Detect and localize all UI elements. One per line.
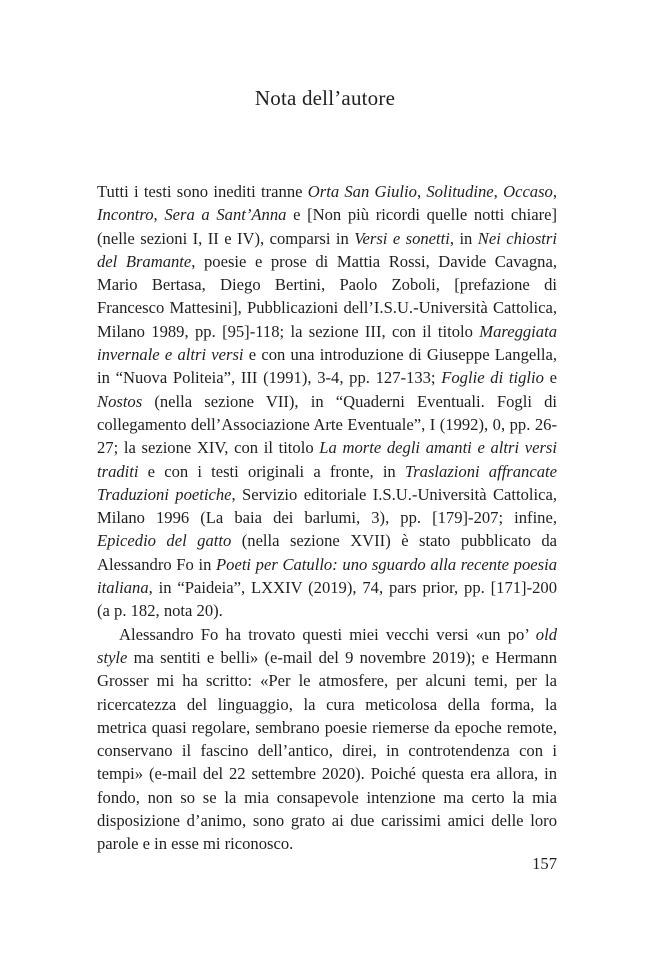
text-run: e [Non più ricordi quelle notti chiare] (nelle sezioni I, II e IV), comparsi in (97, 205, 557, 248)
italic-text-run: Orta San Giulio (307, 182, 417, 201)
page-title: Nota dell’autore (254, 86, 396, 110)
text-run: , in “Paideia”, LXXIV (2019), 74, pars prior, pp. [171]-200 (a p. 182, nota 20). (97, 578, 557, 621)
italic-text-run: Traslazioni affrancate Traduzioni poetiche (97, 461, 557, 504)
body-text (97, 180, 557, 856)
text-run: ma sentiti e belli» (e-mail del 9 novembre 2019); e Hermann Grosser mi ha scritto: «Per le atmosfere, per alcuni temi, per la ricercatezza del linguaggio, la cura meticolosa della forma, la metrica quasi regolare, sembrano poesie riemerse da epoche remote, conservano il fascino dell’antico, direi, in controtendenza con i tempi» (e-mail del 22 settembre 2020). Poiché questa era allora, in fondo, non so se la mia consapevole intenzione ma certo la mia disposizione d’animo, sono grato ai due carissimi amici delle loro parole e in esse mi riconosco. (97, 647, 557, 854)
italic-text-run: Incontro (97, 205, 154, 225)
paragraph (97, 180, 557, 623)
text-run: e con una introduzione di Giuseppe Langella, in “Nuova Politeia”, III (1991), 3-4, pp. 127-133; (97, 345, 557, 388)
italic-text-run: Sera a Sant’Anna (164, 205, 287, 225)
text-run: Tutti i testi sono inediti tranne (97, 182, 308, 201)
italic-text-run: Solitudine (426, 182, 494, 201)
italic-text-run: Occaso (503, 182, 553, 201)
page-number: 157 (532, 854, 557, 873)
italic-text-run: La morte degli amanti e altri versi traditi (97, 438, 557, 481)
italic-text-run: old style (97, 624, 557, 667)
text-run: , (552, 182, 558, 201)
text-run: e con i testi originali a fronte, in (138, 461, 405, 481)
text-run: , (416, 182, 427, 201)
italic-text-run: Foglie di tiglio (441, 368, 544, 388)
paragraph (97, 623, 557, 856)
text-run: Alessandro Fo ha trovato questi miei vecchi versi «un po’ (119, 624, 536, 644)
italic-text-run: Nostos (97, 391, 143, 411)
italic-text-run: Nei chiostri del Bramante (97, 228, 557, 271)
text-run: , (153, 205, 165, 225)
italic-text-run: Poeti per Catullo: uno sguardo alla recente poesia italiana (97, 554, 557, 598)
text-run: e (543, 368, 557, 388)
text-run: (nella sezione XVII) è stato pubblicato da Alessandro Fo in (97, 531, 557, 574)
italic-text-run: Versi e sonetti (354, 228, 450, 248)
text-run: , (493, 182, 504, 201)
italic-text-run: Mareggiata invernale e altri versi (97, 321, 557, 365)
text-run: (nella sezione VII), in “Quaderni Eventuali. Fogli di collegamento dell’Associazione Arte Eventuale”, I (1992), 0, pp. 26-27; la sezione XIV, con il titolo (97, 391, 557, 458)
text-run: , in (449, 228, 478, 248)
text-run: , poesie e prose di Mattia Rossi, Davide Cavagna, Mario Bertasa, Diego Bertini, Paolo Zoboli, [prefazione di Francesco Mattesini], Pubblicazioni dell’I.S.U.-Università Cattolica, Milano 1989, pp. [95]-118; la sezione III, con il titolo (97, 251, 557, 341)
italic-text-run: Epicedio del gatto (97, 531, 232, 551)
text-run: , Servizio editoriale I.S.U.-Università Cattolica, Milano 1996 (La baia dei barlumi, 3), pp. [179]-207; infine, (97, 484, 557, 528)
